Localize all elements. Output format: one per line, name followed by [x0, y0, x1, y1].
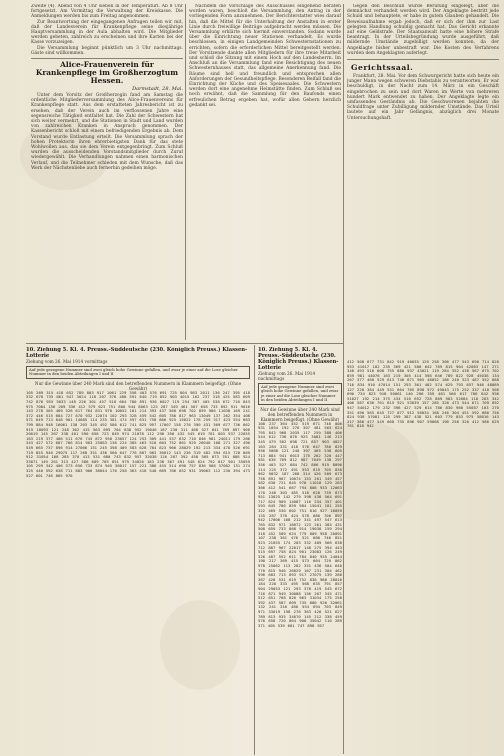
article-body: Nachdem die Vorschläge des Ausschusses eingehend beraten worden waren, beschloß die Versammlung, den Antrag in der vorliegenden Form anzunehmen. Der Berichterstatter wies darauf hin, daß die Mittel für die Unterhaltung der Anstalten in erster Linie durch freiwillige Beiträge aufgebracht werden müssen. Die Versammlung erklärte sich hiermit einverstanden. Sodann wurde über die Einrichtung neuer Stationen verhandelt. Es wurde beschlossen, in einigen Landgemeinden Schwesternstationen zu errichten, sofern die erforderlichen Mittel bereitgestellt werden. Der Vorsitzende dankte allen Mitgliedern für ihre treue Mitarbeit und schloß die Sitzung mit einem Hoch auf den Landesherrn. Im Anschluß an die Versammlung fand eine Besichtigung des neuen Schwesternhauses statt, das allgemeine Anerkennung fand. Die Räume sind hell und freundlich und entsprechen allen Anforderungen der Gesundheitspflege. Besonderen Beifall fand die Einrichtung der Küche und des Speisesaales. Die Schwestern werden dort eine angenehme Heimstätte finden. Zum Schluß sei noch erwähnt, daß die Sammlung für den Baufonds einen erfreulichen Betrag ergeben hat, wofür allen Gebern herzlich gedankt sei. — [189, 4, 341, 108]
top-right-column — [347, 4, 499, 356]
lead-paragraph: Zweite (4). Abend von 4 Uhr sieben in der Temperaturl. Ab 8 Uhr fortgesetzt. Am Vormittag die Verwaltung der Kreiskasse. Die Anmeldungen werden bis zum Freitag angenommen. — [31, 4, 183, 20]
lottery-right-continued — [347, 360, 499, 753]
paragraph: Zur Beantwortung der eingegangenen Anfragen teilen wir mit, daß der Landesverein für Krankenpflege seine diesjährige Hauptversammlung in der Aula abhalten wird. Die Mitglieder werden gebeten, zahlreich zu erscheinen und ihre Karten bei der Kasse vorzuzeigen. — [31, 19, 183, 46]
column-rule — [343, 4, 344, 754]
section-divider — [26, 343, 343, 344]
top-middle-column — [189, 4, 341, 342]
paragraph: Die Versammlung beginnt pünktlich um 3 Uhr nachmittags. Gäste sind willkommen. — [31, 45, 183, 56]
section-divider — [347, 59, 499, 60]
column-rule — [254, 345, 255, 755]
lottery-number-list: 412 508 677 731 842 919 40035 129 258 306 477 543 690 714 826 953 41017 182 235 369 421 580 642 769 815 904 42063 147 271 348 493 516 608 755 880 937 43021 119 284 352 438 567 675 702 859 981 44076 163 219 305 414 598 646 789 822 928 45038 134 267 377 460 529 613 740 871 965 46052 186 240 323 487 552 688 716 834 910 47014 151 293 361 402 574 629 793 857 946 48089 127 228 384 449 531 664 705 898 972 49043 175 252 337 418 506 690 734 823 918 50061 140 296 359 481 566 617 780 842 956 51027 192 214 375 434 510 652 728 869 983 52084 118 263 342 406 587 636 761 815 921 53039 157 285 328 473 544 671 709 892 947 54012 179 232 396 427 529 614 786 830 966 55057 103 270 351 490 565 645 727 877 912 56034 168 246 304 451 592 680 756 824 938 57081 125 299 387 438 521 603 779 853 975 58016 143 217 366 477 549 668 735 896 907 59068 190 258 320 412 586 629 761 818 942 — [347, 360, 499, 429]
lottery-subtitle: Ziehung vom 26. Mai 1914 nachmittags — [258, 371, 316, 381]
lottery-number-list: 108 237 364 452 519 671 748 806 931 1054 192 276 307 481 563 624 795 843 968 2035 117 259 388 406 544 612 736 870 925 3081 146 213 345 479 502 698 721 857 903 4027 163 284 331 418 576 647 780 829 956 5068 121 240 397 465 538 605 713 884 941 6013 175 262 320 447 581 636 769 812 987 7049 138 297 356 403 527 684 742 866 919 8096 114 225 372 491 553 619 705 838 962 9032 187 268 314 426 509 673 758 891 907 10074 153 201 349 457 582 630 721 845 976 11018 129 283 366 412 541 667 794 808 933 12063 170 246 303 485 516 628 739 873 951 13025 142 279 398 438 564 691 717 824 909 14087 116 234 357 401 593 645 786 859 984 15041 181 255 322 469 530 602 751 816 927 16059 135 287 370 424 578 686 708 897 942 17006 168 212 341 497 547 613 765 832 971 18072 123 261 385 431 508 659 733 868 914 19038 159 294 318 452 589 624 779 809 958 20091 107 238 361 476 521 680 746 851 923 21055 174 203 332 409 566 638 712 887 967 22017 148 275 394 443 515 697 758 824 901 23083 126 249 326 487 552 611 784 840 935 24044 190 217 369 415 573 664 729 862 978 25062 113 282 351 436 504 640 770 815 946 26029 167 231 304 462 596 683 713 893 917 27075 139 266 387 428 531 619 752 838 980 28016 184 220 333 495 568 635 791 857 904 29053 121 293 378 419 545 672 716 871 949 30088 156 207 345 471 512 651 768 826 963 31034 175 258 392 437 587 609 735 880 926 32061 132 241 316 480 554 694 703 849 971 33019 198 276 363 426 521 627 789 813 935 34070 145 212 338 459 576 658 720 864 908 35042 110 289 371 405 539 681 747 898 957 — [258, 420, 342, 628]
dateline: Darmstadt, 28. Mai. — [132, 86, 183, 93]
column-rule — [185, 4, 186, 340]
lottery-title: 10. Ziehung 5. Kl. 4. Preuss.-Süddeutsche (230. Königlich Preuss.) Klassen-Lotterie — [26, 347, 248, 359]
top-left-column — [31, 4, 183, 342]
section-heading: Gerichtssaal. — [351, 63, 414, 73]
lottery-note: Nur die Gewinne über 240 Mark sind den betreffenden Nummern in Klammern beigefügt. (Ohne Gewähr) — [260, 406, 340, 422]
lottery-title: 10. Ziehung 5. Kl. 4. Preuss.-Süddeutsche (230. Königlich Preuss.) Klassen-Lotterie — [258, 347, 339, 371]
lottery-subtitle: Ziehung vom 26. Mai 1914 vormittags — [26, 359, 108, 364]
article-body: Frankfurt, 28. Mai. Vor dem Schwurgericht hatte sich heute ein junger Mann wegen schweren Diebstahls zu verantworten. Er war beschuldigt, in der Nacht zum 14. März in ein Geschäft eingebrochen zu sein und dort Waren im Werte von mehreren hundert Mark entwendet zu haben. Der Angeklagte legte ein umfassendes Geständnis ab. Die Geschworenen bejahten die Schuldfrage unter Zubilligung mildernder Umstände. Das Urteil lautete auf ein Jahr Gefängnis, abzüglich drei Monate Untersuchungshaft. — [347, 74, 499, 121]
article-body: Unter dem Vorsitz der Großherzogin fand am Samstag die ordentliche Mitgliederversammlung des Alice-Frauenvereins für Krankenpflege statt. Aus dem erstatteten Jahresbericht ist zu ersehen, daß der Verein auch im verflossenen Jahre eine segensreiche Tätigkeit entfaltet hat. Die Zahl der Schwestern hat sich weiter vermehrt, und die Stationen in Stadt und Land wurden von zahlreichen Kranken in Anspruch genommen. Der Kassenbericht schloß mit einem befriedigenden Ergebnis ab. Dem Vorstand wurde Entlastung erteilt. Die Versammlung sprach der hohen Protektorin ihren ehrerbietigsten Dank für das stete Wohlwollen aus, das sie dem Verein entgegenbringt. Zum Schluß wurden die ausscheidenden Vorstandsmitglieder durch Zuruf wiedergewählt. Die Verhandlungen nahmen einen harmonischen Verlauf, und die Teilnehmer schieden mit dem Wunsche, daß das Werk der Nächstenliebe auch fernerhin gedeihen möge. — [31, 93, 183, 171]
lottery-notice: Auf jede gezogene Nummer sind zwei gleich hohe Gewinne gefallen, und zwar je einer auf die Lose gleicher Nummer in den beiden Abteilungen I und II — [26, 366, 250, 379]
article-body: Gegen den Beschluß wurde Berufung eingelegt, über die demnächst verhandelt werden wird. Der Angeklagte bestritt jede Schuld und behauptete, er habe in gutem Glauben gehandelt. Die Beweisaufnahme ergab jedoch, daß er sich der ihm zur Last gelegten Handlung schuldig gemacht hat. Das Gericht erkannte auf eine Geldstrafe. Der Staatsanwalt hatte eine höhere Strafe beantragt. In der Urteilsbegründung wurde ausgeführt, daß mildernde Umstände zugebilligt werden konnten, da der Angeklagte bisher unbestraft war. Die Kosten des Verfahrens wurden dem Angeklagten auferlegt. — [347, 4, 499, 56]
lottery-note: Nur die Gewinne über 240 Mark sind den betreffenden Nummern in Klammern beigefügt. (Ohne Gewähr) — [34, 380, 242, 391]
article-heading: Alice-Frauenverein für Krankenpflege im Großherzogtum Hessen. — [35, 60, 179, 86]
lottery-notice: Auf jede gezogene Nummer sind zwei gleich hohe Gewinne gefallen, und zwar je einer auf die Lose gleicher Nummer in den beiden Abteilungen I und II — [258, 383, 342, 405]
lottery-number-list: 105 269 315 418 652 789 803 917 1061 229 358 403 576 691 725 804 983 2011 136 247 395 418 532 670 735 861 947 3024 118 207 376 480 591 640 719 852 903 4015 162 237 318 425 583 609 742 876 955 5033 148 226 301 457 518 664 780 891 936 6027 119 254 367 405 538 672 718 843 975 7084 156 209 336 412 579 623 751 806 944 8063 125 287 349 461 507 658 733 892 911 9016 143 278 305 489 526 617 764 831 970 10052 181 214 393 437 560 698 702 859 986 11038 169 241 372 446 515 684 727 870 932 12074 102 293 328 459 542 605 786 817 963 13049 137 262 354 408 571 649 713 848 901 14085 114 235 381 474 597 631 758 866 925 15022 176 259 317 423 554 663 799 884 948 16061 130 203 345 492 586 612 741 825 997 17007 158 276 390 431 509 677 736 862 919 18093 121 248 362 415 563 695 704 838 952 19046 187 230 311 468 527 641 769 897 906 20019 145 267 338 401 590 658 723 849 974 21078 112 290 356 432 545 619 781 803 937 22035 163 219 377 486 511 676 745 872 958 23057 124 253 309 441 537 632 710 846 981 24011 179 286 343 427 572 687 766 814 903 25083 136 224 385 463 518 603 752 861 929 26040 108 271 327 490 549 665 737 896 914 27066 151 245 398 409 583 628 784 823 966 28029 192 213 334 478 526 691 719 855 940 29075 117 268 351 436 560 647 776 807 983 30012 143 236 319 482 594 615 728 869 912 31054 168 285 370 413 531 680 743 832 957 32038 126 207 392 458 505 673 761 888 924 33071 149 261 313 427 586 609 705 851 979 34026 183 238 367 491 548 624 792 817 901 35059 105 299 342 406 573 656 733 874 945 36017 157 221 386 455 514 690 757 836 968 37082 131 274 325 440 592 638 711 883 906 38044 176 258 363 418 540 669 786 852 931 39063 112 230 394 473 527 601 748 865 970 — [26, 389, 250, 478]
lottery-right — [258, 347, 342, 753]
section-divider — [31, 58, 183, 59]
lottery-left — [26, 347, 250, 753]
